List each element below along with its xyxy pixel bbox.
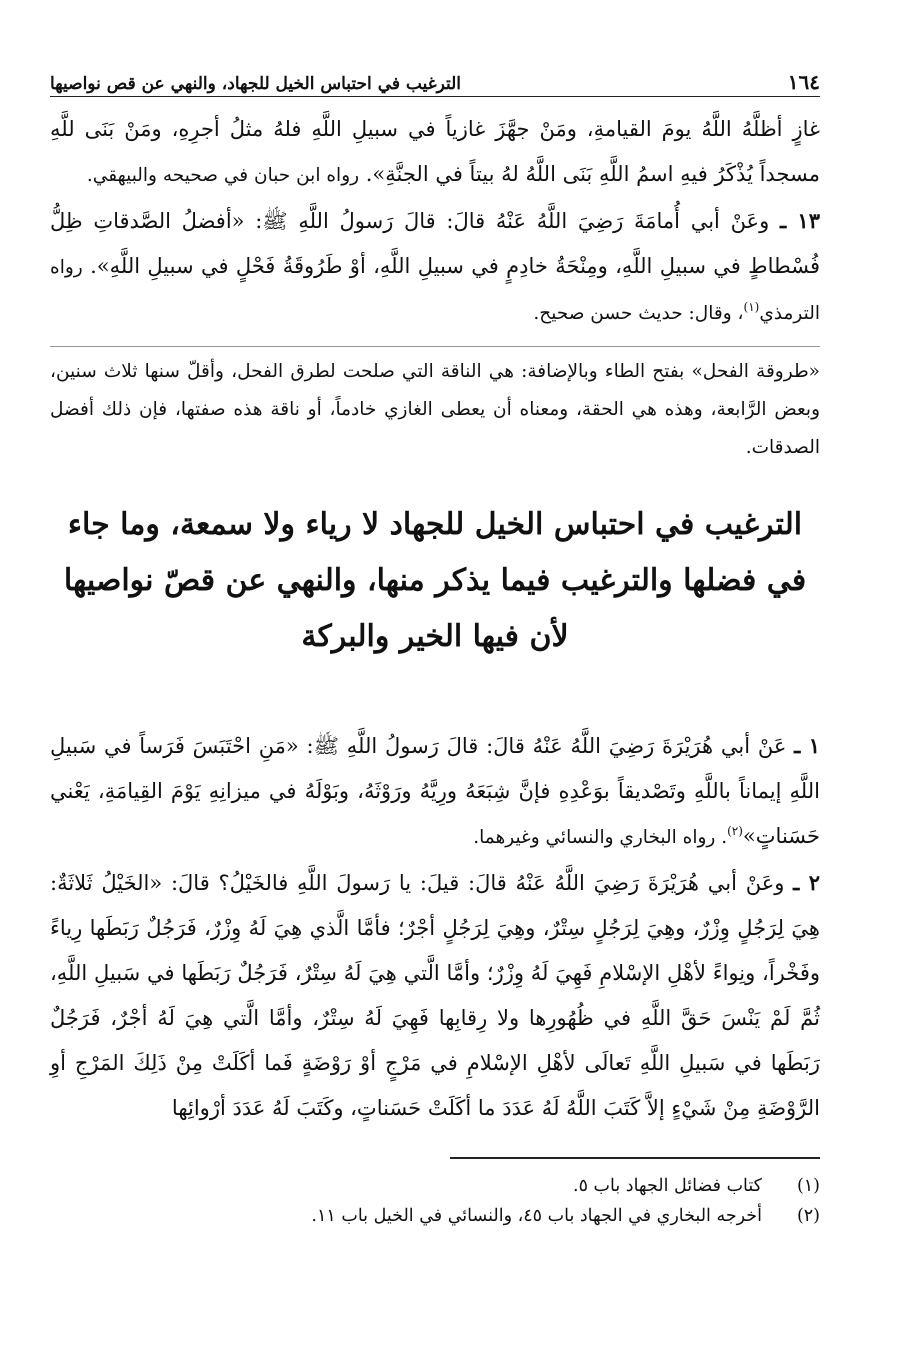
- continuation-text: غازٍ أظلَّهُ اللَّهُ يومَ القيامةِ، ومَنْ جهَّزَ غازياً في سبيلِ اللَّهِ فلهُ مثلُ أجرِهِ، ومَنْ بَنَى للَّهِ مسجداً يُذْكَرُ فيهِ اسمُ اللَّهِ بَنَى اللَّهُ لهُ بيتاً في الجنَّةِ».: [50, 117, 820, 186]
- continuation-paragraph: [50, 107, 820, 198]
- footnote-marker-2: (٢): [727, 824, 743, 838]
- hadith-13-number: ١٣ ـ: [779, 208, 820, 233]
- footnote-1-text: كتاب فضائل الجهاد باب ٥.: [572, 1175, 762, 1196]
- footnote-separator: [450, 1157, 820, 1159]
- hadith-13: [50, 198, 820, 336]
- footnote-marker-1: (١): [743, 300, 760, 314]
- explanation-note: «طروقة الفحل» بفتح الطاء وبالإضافة: هي الناقة التي صلحت لطرق الفحل، وأقلّ سنها ثلاث سنين، وبعض الرَّابعة، وهذه هي الحقة، ومعناه أن يعطى الغازي خادماً، أو ناقة هذه صفتها، فإن ذلك أفضل الصدقات.: [50, 346, 820, 467]
- footnote-1-number: (١): [796, 1175, 820, 1196]
- chapter-title: الترغيب في احتباس الخيل للجهاد لا رياء ولا سمعة، وما جاء في فضلها والترغيب فيما يذكر منها، والنهي عن قصّ نواصيها لأن فيها الخير والبركة: [63, 507, 807, 654]
- hadith-2-text: وعَنْ أبي هُرَيْرَةَ رَضِيَ اللَّهُ عَنْهُ قالَ: قيلَ: يا رَسولَ اللَّهِ فالخَيْلُ؟ قالَ: «الخَيْلُ ثَلاثَةٌ: هِيَ لِرَجُلٍ وِزْرٌ، وهِيَ لِرَجُلٍ سِتْرٌ، وهِيَ لِرَجُلٍ أجْرٌ؛ فأمَّا الَّذي هِيَ لَهُ وِزْرٌ، فَرَجُلٌ رَبَطَها رِياءً وفَخْراً، ونِواءً لأهْلِ الإسْلامِ فَهِيَ لَهُ وِزْرٌ؛ وأمَّا الَّتي هِيَ لَهُ سِتْرٌ، فَرَجُلٌ رَبَطَها في سَبيلِ اللَّهِ، ثُمَّ لَمْ يَنْسَ حَقَّ اللَّهِ في ظُهُورِها ولا رِقابِها فَهِيَ لَهُ سِتْرٌ، وأمَّا الَّتي هِيَ لَهُ أجْرٌ، فَرَجُلٌ رَبَطَها في سَبيلِ اللَّهِ تَعالَى لأهْلِ الإسْلامِ في مَرْجٍ أوْ رَوْضَةٍ فَما أكَلَتْ مِنْ ذَلِكَ المَرْجِ أوِ الرَّوْضَةِ مِنْ شَيْءٍ إلاَّ كَتَبَ اللَّهُ لَهُ عَدَدَ ما أكَلَتْ حَسَناتٍ، وكَتَبَ لَهُ عَدَدَ أرْوائِها: [50, 871, 820, 1120]
- hadith-2: [50, 860, 820, 1131]
- continuation-source: رواه ابن حبان في صحيحه والبيهقي.: [86, 165, 360, 186]
- footnote-1: [50, 1171, 820, 1201]
- footnote-2-text: أخرجه البخاري في الجهاد باب ٤٥، والنسائي في الخيل باب ١١.: [311, 1205, 762, 1226]
- hadith-13-source-grade: ، وقال: حديث حسن صحيح.: [533, 303, 744, 324]
- hadith-13-text: وعَنْ أبي أُمامَةَ رَضِيَ اللَّهُ عَنْهُ قالَ: قالَ رَسولُ اللَّهِ ﷺ: «أفضلُ الصَّدقاتِ ظِلُّ فُسْطاطٍ في سبيلِ اللَّهِ، ومِنْحَةُ خادِمٍ في سبيلِ اللَّهِ، أوْ طَرُوقَةُ فَحْلٍ في سبيلِ اللَّهِ».: [50, 209, 820, 278]
- hadith-1: [50, 723, 820, 860]
- hadith-1-text: عَنْ أبي هُرَيْرَةَ رَضِيَ اللَّهُ عَنْهُ قالَ: قالَ رَسولُ اللَّهِ ﷺ: «مَنِ احْتَبَسَ فَرَساً في سَبيلِ اللَّهِ إيماناً باللَّهِ وتَصْديقاً بوَعْدِهِ فإنَّ شِبَعَهُ ورِيَّهُ ورَوْثَهُ، وبَوْلَهُ في ميزانِهِ يَوْمَ القِيامَةِ، يَعْني حَسَناتٍ»: [50, 734, 820, 848]
- book-page: [50, 60, 820, 1231]
- running-head: الترغيب في احتباس الخيل للجهاد، والنهي عن قص نواصيها: [50, 74, 462, 94]
- page-header: [50, 60, 820, 97]
- footnote-2-number: (٢): [796, 1205, 820, 1226]
- hadith-1-source: . رواه البخاري والنسائي وغيرهما.: [473, 827, 728, 848]
- footnote-2: [50, 1201, 820, 1231]
- hadith-1-number: ١ ـ: [794, 733, 820, 758]
- hadith-13-source: رواه الترمذي: [50, 257, 820, 324]
- hadith-2-number: ٢ ـ: [793, 870, 820, 895]
- page-number: ١٦٤: [787, 70, 820, 94]
